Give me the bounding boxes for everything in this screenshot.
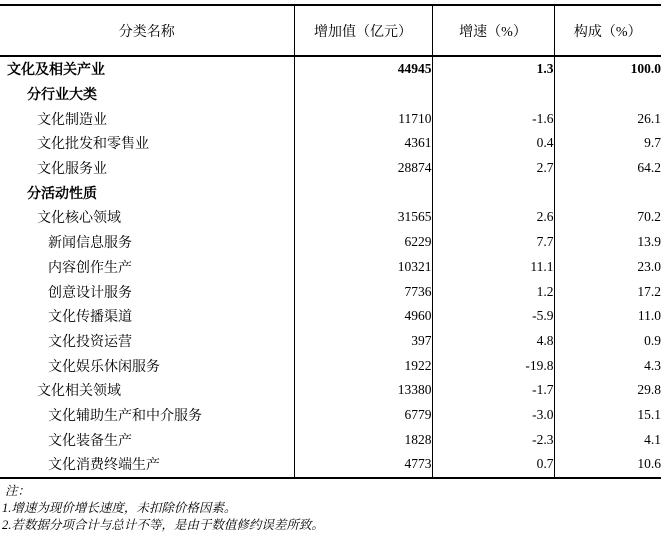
value-cell: 13380 [294,378,432,403]
note-item: 2.若数据分项合计与总计不等，是由于数值修约误差所致。 [2,517,324,532]
culture-industry-table [0,4,661,479]
statistics-table-page [0,4,661,535]
growth-cell: 1.3 [432,56,554,82]
share-cell: 0.9 [554,329,661,354]
value-cell: 10321 [294,255,432,280]
category-cell: 文化批发和零售业 [37,137,149,153]
share-cell [554,180,661,205]
table-row [0,304,661,329]
category-cell: 内容创作生产 [48,260,132,276]
category-cell: 分活动性质 [27,186,97,202]
note-item: 1.增速为现价增长速度，未扣除价格因素。 [2,500,237,515]
share-cell: 10.6 [554,452,661,478]
share-cell: 4.3 [554,353,661,378]
table-body [0,56,661,478]
category-cell: 创意设计服务 [48,285,132,301]
table-row [0,378,661,403]
category-cell: 文化相关领域 [37,384,121,400]
value-cell [294,82,432,107]
table-row [0,403,661,428]
category-cell: 文化制造业 [37,112,107,128]
value-cell: 6229 [294,230,432,255]
value-cell: 31565 [294,205,432,230]
share-cell: 64.2 [554,156,661,181]
value-cell: 6779 [294,403,432,428]
category-cell: 文化辅助生产和中介服务 [48,408,202,424]
value-cell: 28874 [294,156,432,181]
notes-section [0,483,661,534]
share-cell: 29.8 [554,378,661,403]
category-cell: 分行业大类 [27,88,97,104]
share-cell: 9.7 [554,131,661,156]
growth-cell: -3.0 [432,403,554,428]
growth-cell: 2.6 [432,205,554,230]
category-cell: 文化消费终端生产 [48,458,160,474]
table-row [0,279,661,304]
table-row [0,56,661,82]
category-cell: 文化装备生产 [48,433,132,449]
value-cell: 4773 [294,452,432,478]
value-cell [294,180,432,205]
category-cell: 文化投资运营 [48,334,132,350]
col-header-growth: 增速（%） [432,5,554,56]
category-cell: 文化娱乐休闲服务 [48,359,160,375]
growth-cell: -2.3 [432,427,554,452]
table-row [0,353,661,378]
col-header-added-value: 增加值（亿元） [294,5,432,56]
share-cell: 13.9 [554,230,661,255]
category-cell: 新闻信息服务 [48,236,132,252]
value-cell: 1828 [294,427,432,452]
growth-cell: 11.1 [432,255,554,280]
growth-cell: 4.8 [432,329,554,354]
growth-cell: 2.7 [432,156,554,181]
table-row [0,427,661,452]
share-cell [554,82,661,107]
table-row [0,255,661,280]
value-cell: 1922 [294,353,432,378]
header-row [0,5,661,56]
table-row [0,131,661,156]
share-cell: 17.2 [554,279,661,304]
share-cell: 23.0 [554,255,661,280]
value-cell: 397 [294,329,432,354]
table-row [0,205,661,230]
table-row [0,180,661,205]
value-cell: 4960 [294,304,432,329]
notes-list [0,500,661,534]
share-cell: 11.0 [554,304,661,329]
growth-cell: -5.9 [432,304,554,329]
col-header-share: 构成（%） [554,5,661,56]
col-header-category: 分类名称 [0,5,294,56]
value-cell: 11710 [294,106,432,131]
growth-cell: -1.7 [432,378,554,403]
table-row [0,156,661,181]
table-row [0,329,661,354]
growth-cell: 0.7 [432,452,554,478]
value-cell: 7736 [294,279,432,304]
growth-cell: -1.6 [432,106,554,131]
growth-cell [432,180,554,205]
share-cell: 26.1 [554,106,661,131]
share-cell: 100.0 [554,56,661,82]
table-row [0,230,661,255]
growth-cell: 7.7 [432,230,554,255]
notes-label: 注： [5,483,31,498]
value-cell: 4361 [294,131,432,156]
category-cell: 文化传播渠道 [48,310,132,326]
share-cell: 70.2 [554,205,661,230]
table-row [0,452,661,478]
table-row [0,82,661,107]
value-cell: 44945 [294,56,432,82]
category-cell: 文化核心领域 [37,211,121,227]
growth-cell: -19.8 [432,353,554,378]
category-cell: 文化及相关产业 [7,63,105,79]
share-cell: 4.1 [554,427,661,452]
growth-cell: 1.2 [432,279,554,304]
share-cell: 15.1 [554,403,661,428]
category-cell: 文化服务业 [37,162,107,178]
table-row [0,106,661,131]
growth-cell [432,82,554,107]
growth-cell: 0.4 [432,131,554,156]
